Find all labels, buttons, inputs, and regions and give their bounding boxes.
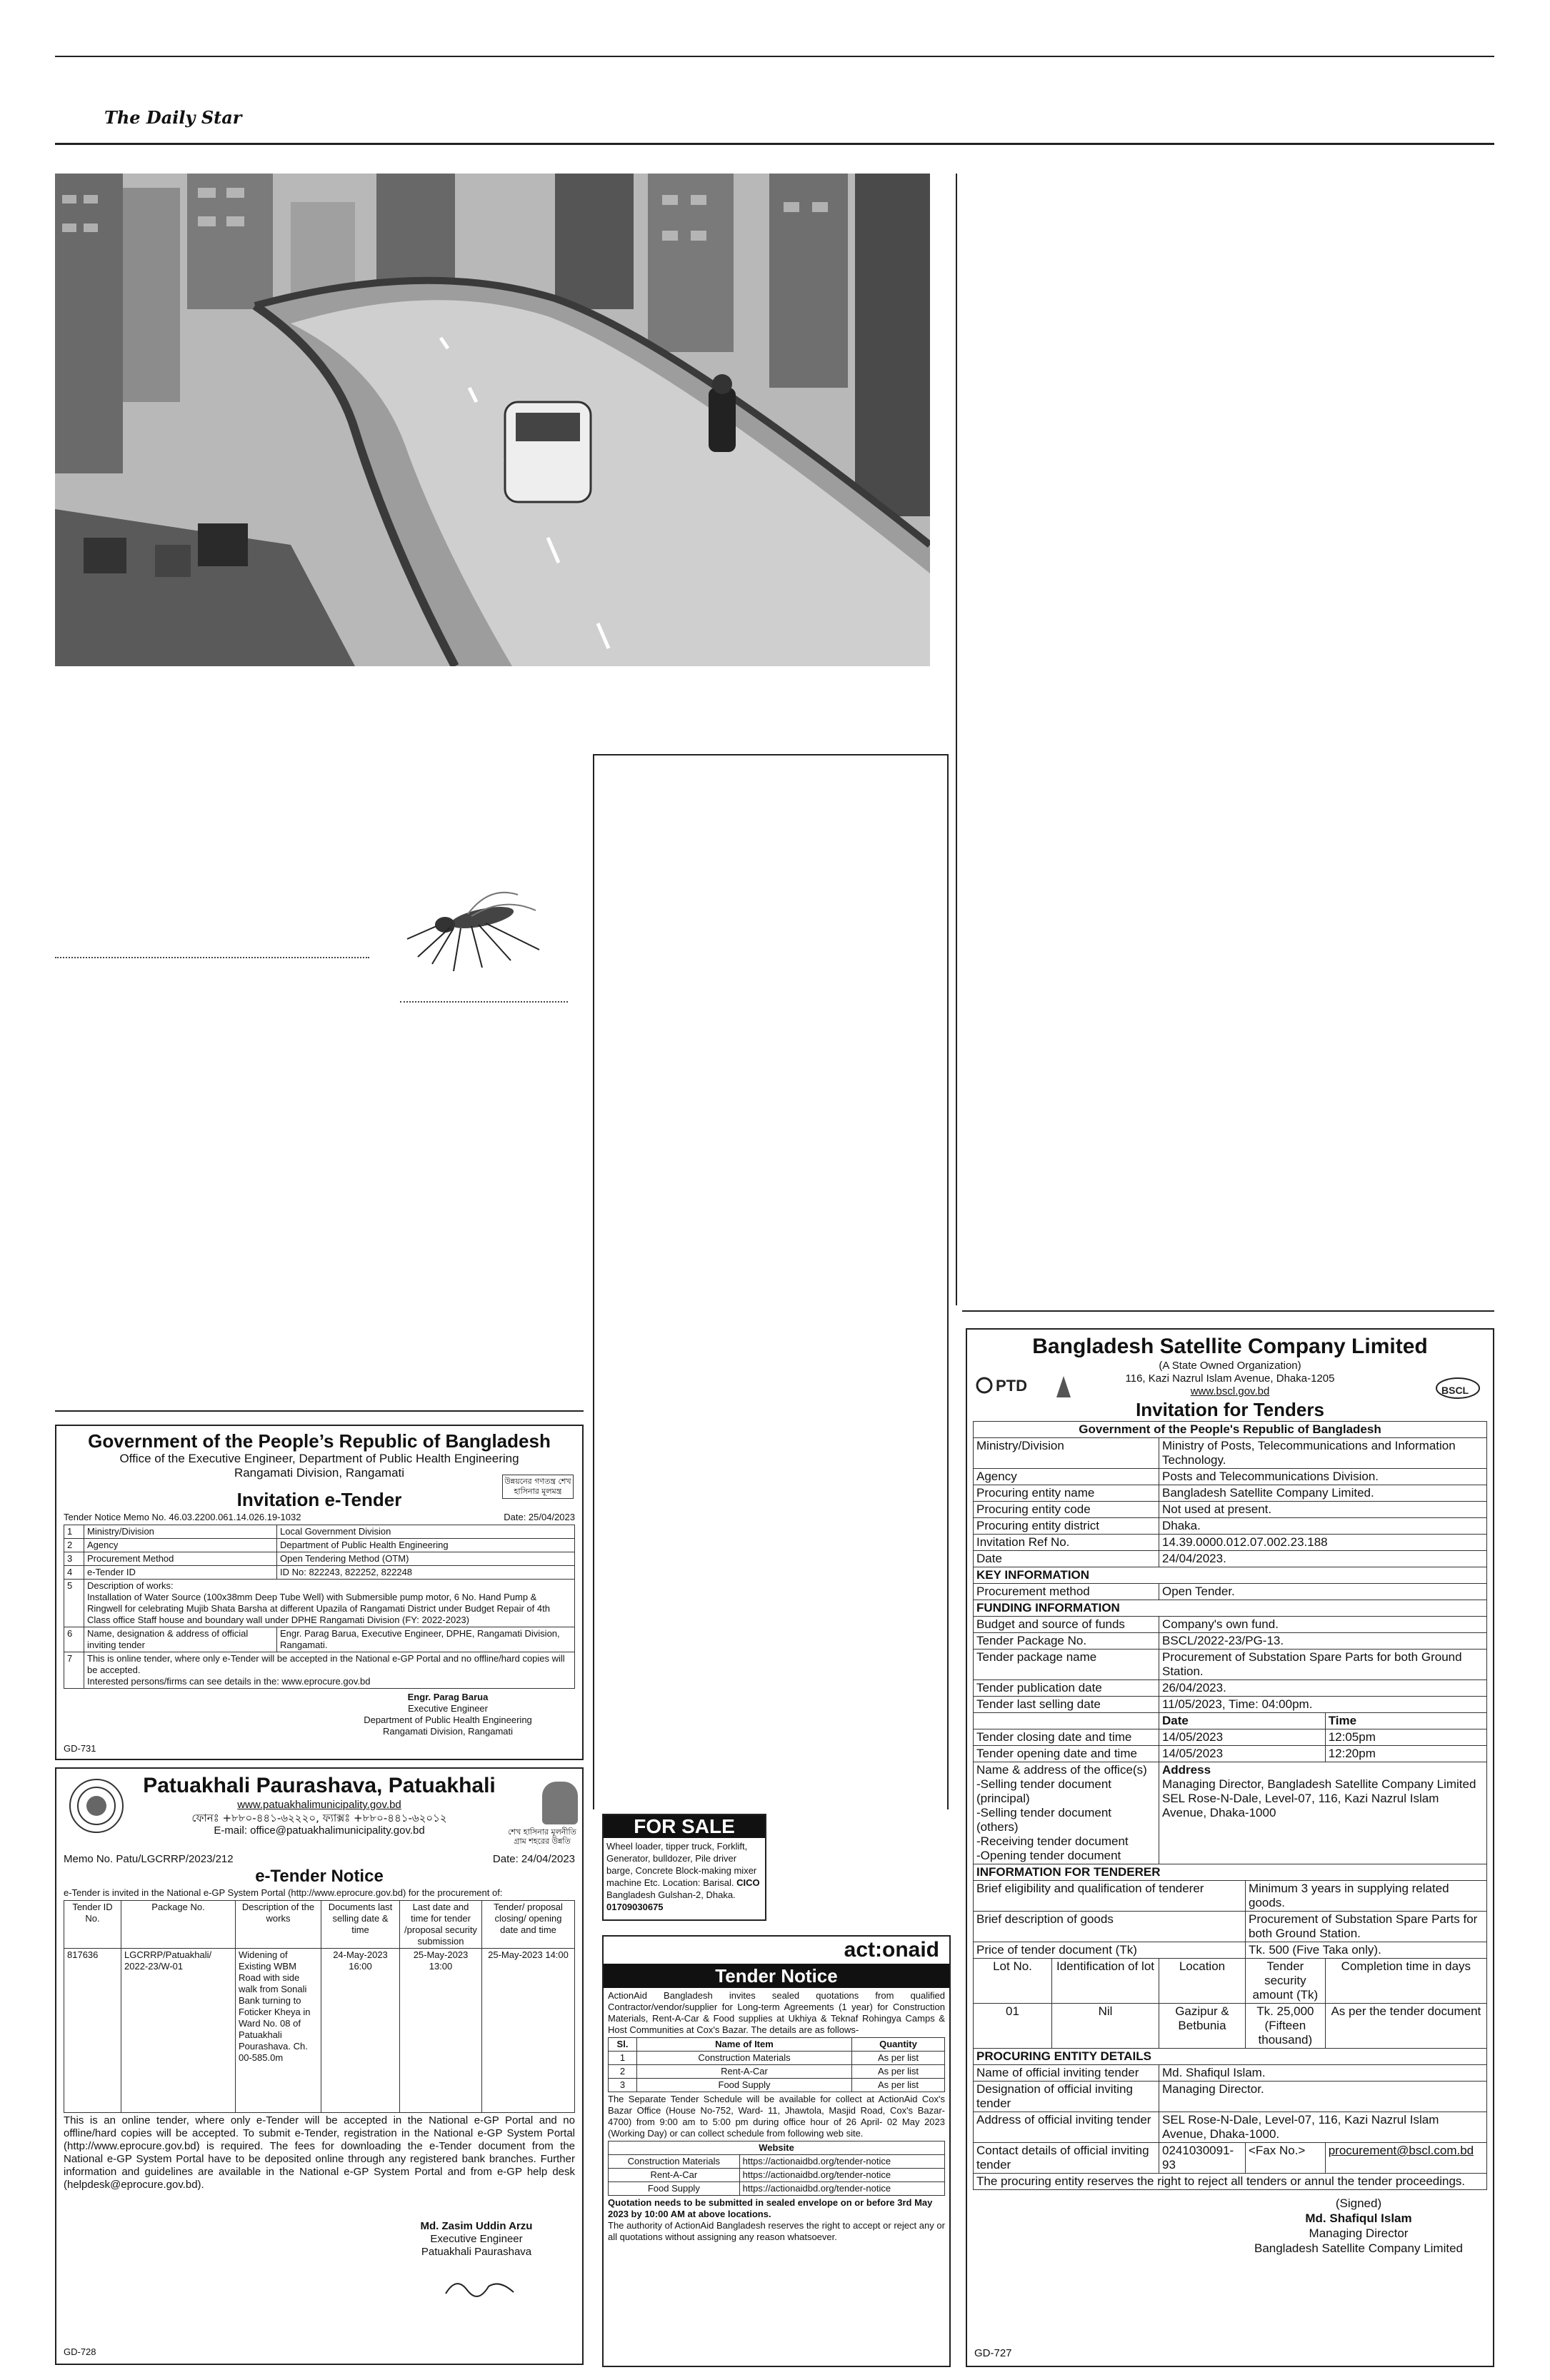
actionaid-web-table <box>608 2141 945 2196</box>
table-row: Date Time <box>974 1713 1487 1729</box>
table-row: Tender Package No. BSCL/2022-23/PG-13. <box>974 1633 1487 1650</box>
actionaid-para2: The Separate Tender Schedule will be available for collect at ActionAid Cox's Bazar Office (House No-752, Ward- 11, Jhawtola, Masjid Road, Cox's Bazar- 4700) from 9:00 am to 5:00 pm during office hour of 26 April- 02 May 2023 (Working Day) or can collect schedule from following web site. <box>608 2094 945 2139</box>
gov-sign-line: Department of Public Health Engineering <box>364 1714 532 1725</box>
svg-text:PTD: PTD <box>996 1377 1027 1395</box>
gov-office: Office of the Executive Engineer, Department of Public Health Engineering <box>119 1452 519 1465</box>
bscl-gd-code: GD-727 <box>974 2347 1012 2359</box>
patuakhali-body: This is an online tender, where only e-Tender will be accepted in the National e-GP Portal and no offline/hard copies will be accepted. To submit e-Tender, registration in the National e-GP System Portal (http://www.eprocure.gov.bd) is required. The fees for downloading the e-Tender document from the National e-GP System Portal have to be deposited online through any registered bank branches. Further information and guidelines are available in the National e-GP System Portal and from e-GP help desk (helpdesk@eprocure.gov.bd). <box>64 2114 575 2191</box>
bscl-title: Bangladesh Satellite Company Limited <box>1032 1335 1428 1358</box>
for-sale-text: Wheel loader, tipper truck, Forklift, Generator, bulldozer, Pile driver barge, Concrete Block-making mixer machine Etc. <box>606 1841 757 1888</box>
table-row: Procuring entity district Dhaka. <box>974 1518 1487 1535</box>
table-row: Name of official inviting tender Md. Shafiqul Islam. <box>974 2065 1487 2082</box>
bscl-heading: Invitation for Tenders <box>1136 1399 1324 1420</box>
table-row: Tender publication date 26/04/2023. <box>974 1680 1487 1697</box>
gov-sign-line: Executive Engineer <box>407 1703 488 1714</box>
table-row: 1 Ministry/Division Local Government Division <box>64 1525 575 1539</box>
dotted-divider <box>55 957 369 958</box>
actionaid-title: Tender Notice <box>604 1964 949 1988</box>
patuakhali-seal <box>69 1779 124 1833</box>
ad-box-border-right <box>947 754 949 1809</box>
bscl-sign-line: Bangladesh Satellite Company Limited <box>1254 2241 1463 2255</box>
table-row: 817636 LGCRRP/Patuakhali/ 2022-23/W-01 Widening of Existing WBM Road with side walk from Sonali Bank turning to Foticker Kheya in Ward No. 08 of Patuakhali Pourashava. Ch. 00-585.0m 24-May-2023 16:00 25-May-2023 13:00 25-May-2023 14:00 <box>64 1949 575 2113</box>
table-header-row: Government of the People's Republic of Bangladesh <box>974 1422 1487 1438</box>
flyover-road-image <box>55 174 930 666</box>
patuakhali-sign-name: Md. Zasim Uddin Arzu <box>420 2220 533 2232</box>
patuakhali-title: Patuakhali Paurashava, Patuakhali <box>143 1774 496 1797</box>
ptd-logo <box>974 1372 1081 1401</box>
actionaid-intro: ActionAid Bangladesh invites sealed quotations from qualified Contractor/vendor/supplier for Long-term Agreements (1 year) for Construction Materials, Rent-A-Car & Food supplies at Ukhiya & Teknaf Rohingya Camps & Host Communities at Cox's Bazar. The details are as follows- <box>608 1990 945 2035</box>
mosquito-illustration <box>404 882 546 975</box>
table-row: Construction Materials https://actionaidbd.org/tender-notice <box>609 2155 945 2169</box>
patuakhali-gd-code: GD-728 <box>64 2346 96 2357</box>
table-section-row: KEY INFORMATION <box>974 1567 1487 1584</box>
table-header-row: Tender ID No. Package No. Description of the works Documents last selling date & time Last date and time for tender /proposal security submission Tender/ proposal closing/ opening date and time <box>64 1901 575 1949</box>
table-row: 4 e-Tender ID ID No: 822243, 822252, 822248 <box>64 1566 575 1580</box>
for-sale-company: CICO <box>736 1877 760 1888</box>
gov-title: Invitation e-Tender <box>236 1489 402 1510</box>
bscl-sub2: 116, Kazi Nazrul Islam Avenue, Dhaka-1205 <box>1125 1372 1335 1385</box>
gov-sign-line: Rangamati Division, Rangamati <box>382 1726 514 1737</box>
table-row: 2 Agency Department of Public Health Engineering <box>64 1539 575 1552</box>
bscl-logo <box>1433 1372 1483 1401</box>
table-row: Contact details of official inviting tender 0241030091-93 <Fax No.> procurement@bscl.com.bd <box>974 2143 1487 2174</box>
table-row: 5 Description of works: Installation of Water Source (100x38mm Deep Tube Well) with Submersible pump motor, 6 No. Hand Pump & Ringwell for celebrating Mujib Shata Barsha at different Upazila of Rangamati District under Budget Repair of 4th Class office Staff house and boundary wall under DPHE Rangamati Division (FY: 2022-2023) <box>64 1580 575 1627</box>
table-row: Tender closing date and time 14/05/2023 12:05pm <box>974 1729 1487 1746</box>
municipality-seal-icon <box>71 1780 122 1832</box>
patuakhali-right-logo-text: শেখ হাসিনার মূলনীতি গ্রাম শহরের উন্নতি <box>508 1827 576 1846</box>
bscl-sub1: (A State Owned Organization) <box>1159 1360 1301 1372</box>
table-row: Name & address of the office(s) -Selling tender document (principal) -Selling tender document (others) -Receiving tender document -Opening tender document Address Managing Director, Bangladesh Satellite Company Limited SEL Rose-N-Dale, Level-07, 116, Kazi Nazrul Islam Avenue, Dhaka-1000 <box>974 1762 1487 1864</box>
patuakhali-notice-title: e-Tender Notice <box>255 1867 384 1886</box>
gov-stamp: উন্নয়নের গণতন্ত্র শেখ হাসিনার মূলমন্ত্র <box>502 1475 574 1499</box>
sheikh-hasina-portrait <box>542 1782 578 1824</box>
patuakhali-table <box>64 1900 575 2113</box>
table-row: Address of official inviting tender SEL Rose-N-Dale, Level-07, 116, Kazi Nazrul Islam Avenue, Dhaka-1000. <box>974 2112 1487 2143</box>
patuakhali-signature <box>442 2272 521 2304</box>
table-row: Agency Posts and Telecommunications Division. <box>974 1469 1487 1485</box>
for-sale-location: Location: Barisal. <box>662 1877 734 1888</box>
column-separator <box>956 174 957 1305</box>
gov-tender-table <box>64 1525 575 1689</box>
actionaid-notice <box>602 1935 951 2367</box>
patuakhali-phone: ফোনঃ +৮৮০-৪৪১-৬২২২০, ফ্যাক্সঃ +৮৮০-৪৪১-৬২০১২ <box>191 1812 447 1824</box>
table-row: Tender package name Procurement of Substation Spare Parts for both Ground Station. <box>974 1650 1487 1680</box>
bscl-contact-email[interactable]: procurement@bscl.com.bd <box>1325 2143 1486 2174</box>
flyover-photo <box>55 174 930 666</box>
table-row: Food Supply https://actionaidbd.org/tender-notice <box>609 2182 945 2196</box>
patuakhali-sign-line: Patuakhali Paurashava <box>421 2246 532 2258</box>
gov-org: Government of the People’s Republic of Bangladesh <box>88 1430 551 1452</box>
dotted-divider <box>400 1001 568 1003</box>
table-row: Price of tender document (Tk) Tk. 500 (Five Taka only). <box>974 1942 1487 1959</box>
actionaid-items-table <box>608 2037 945 2092</box>
patuakhali-web[interactable]: www.patuakhalimunicipality.gov.bd <box>237 1799 401 1811</box>
patuakhali-date: Date: 24/04/2023 <box>492 1853 575 1865</box>
gov-memo: Tender Notice Memo No. 46.03.2200.061.14.026.19-1032 <box>64 1512 301 1522</box>
actionaid-para4: The authority of ActionAid Bangladesh reserves the right to accept or reject any or all quotations without assigning any reason whatsoever. <box>608 2220 945 2242</box>
table-row: Procuring entity name Bangladesh Satellite Company Limited. <box>974 1485 1487 1502</box>
gov-division: Rangamati Division, Rangamati <box>234 1466 405 1480</box>
table-row: 3 Procurement Method Open Tendering Method (OTM) <box>64 1552 575 1566</box>
patuakhali-email[interactable]: E-mail: office@patuakhalimunicipality.gov.bd <box>214 1824 425 1837</box>
table-row: Budget and source of funds Company's own fund. <box>974 1617 1487 1633</box>
table-section-row: PROCURING ENTITY DETAILS <box>974 2049 1487 2065</box>
patuakhali-intro: e-Tender is invited in the National e-GP System Portal (http://www.eprocure.gov.bd) for the procurement of: <box>64 1887 503 1898</box>
table-row: Rent-A-Car https://actionaidbd.org/tender-notice <box>609 2169 945 2182</box>
actionaid-para3: Quotation needs to be submitted in sealed envelope on or before 3rd May 2023 by 10:00 AM at above locations. <box>608 2197 933 2219</box>
table-row: Ministry/Division Ministry of Posts, Telecommunications and Information Technology. <box>974 1438 1487 1469</box>
svg-text:BSCL: BSCL <box>1441 1385 1469 1396</box>
top-rule <box>55 56 1494 57</box>
table-header-row: Lot No. Identification of lot Location Tender security amount (Tk) Completion time in days <box>974 1959 1487 2004</box>
bscl-table <box>973 1421 1487 2190</box>
section-rule <box>55 1410 584 1412</box>
table-row: Procuring entity code Not used at present. <box>974 1502 1487 1518</box>
table-row: Tender opening date and time 14/05/2023 12:20pm <box>974 1746 1487 1762</box>
patuakhali-notice <box>55 1767 584 2365</box>
table-row: 7 This is online tender, where only e-Tender will be accepted in the National e-GP Portal and no offline/hard copies will be accepted. Interested persons/firms can see details in the: www.eprocure.gov.bd <box>64 1652 575 1689</box>
ad-box-border-left <box>593 754 594 1809</box>
for-sale-title: FOR SALE <box>604 1815 765 1838</box>
table-header-row: Sl. Name of Item Quantity <box>609 2038 945 2052</box>
masthead: The Daily Star <box>104 107 242 128</box>
table-section-row: FUNDING INFORMATION <box>974 1600 1487 1617</box>
bscl-logo-icon <box>1433 1372 1483 1401</box>
table-row: 2 Rent-A-Car As per list <box>609 2065 945 2079</box>
bscl-sign-name: Md. Shafiqul Islam <box>1305 2211 1412 2225</box>
gov-date: Date: 25/04/2023 <box>504 1512 575 1522</box>
for-sale-phone: 01709030675 <box>606 1902 664 1912</box>
for-sale-ad <box>602 1814 766 1921</box>
table-row: 3 Food Supply As per list <box>609 2079 945 2092</box>
gov-etender-notice <box>55 1425 584 1760</box>
actionaid-logo: act:onaid <box>844 1938 939 1962</box>
bscl-notice <box>966 1328 1494 2367</box>
table-row: Procurement method Open Tender. <box>974 1584 1487 1600</box>
table-row: 01 Nil Gazipur & Betbunia Tk. 25,000 (Fifteen thousand) As per the tender document <box>974 2004 1487 2049</box>
table-header-row: Website <box>609 2142 945 2155</box>
table-row: 1 Construction Materials As per list <box>609 2052 945 2065</box>
table-row: Brief description of goods Procurement of Substation Spare Parts for both Ground Station. <box>974 1912 1487 1942</box>
ptd-logo-icon <box>974 1372 1081 1401</box>
gov-sign-name: Engr. Parag Barua <box>407 1692 489 1702</box>
table-section-row: INFORMATION FOR TENDERER <box>974 1864 1487 1881</box>
bscl-sign-line: Managing Director <box>1309 2226 1409 2240</box>
table-row: Invitation Ref No. 14.39.0000.012.07.002.23.188 <box>974 1535 1487 1551</box>
table-row: The procuring entity reserves the right to reject all tenders or annul the tender proceedings. <box>974 2174 1487 2190</box>
ad-box-border-top <box>593 754 949 755</box>
table-row: Tender last selling date 11/05/2023, Time: 04:00pm. <box>974 1697 1487 1713</box>
mosquito-icon <box>404 882 546 975</box>
gov-gd-code: GD-731 <box>64 1743 96 1754</box>
table-row: 6 Name, designation & address of official inviting tender Engr. Parag Barua, Executive Engineer, DPHE, Rangamati Division, Rangamati. <box>64 1627 575 1652</box>
patuakhali-sign-line: Executive Engineer <box>430 2233 523 2245</box>
for-sale-contact: Bangladesh Gulshan-2, Dhaka. <box>606 1889 736 1900</box>
patuakhali-memo: Memo No. Patu/LGCRRP/2023/212 <box>64 1853 234 1865</box>
bscl-web[interactable]: www.bscl.gov.bd <box>1190 1385 1270 1397</box>
section-rule <box>962 1310 1494 1312</box>
table-row: Brief eligibility and qualification of tenderer Minimum 3 years in supplying related goods. <box>974 1881 1487 1912</box>
masthead-rule <box>55 143 1494 145</box>
bscl-signed: (Signed) <box>1335 2196 1382 2210</box>
table-row: Date 24/04/2023. <box>974 1551 1487 1567</box>
table-row: Designation of official inviting tender Managing Director. <box>974 2082 1487 2112</box>
signature-icon <box>442 2272 521 2301</box>
